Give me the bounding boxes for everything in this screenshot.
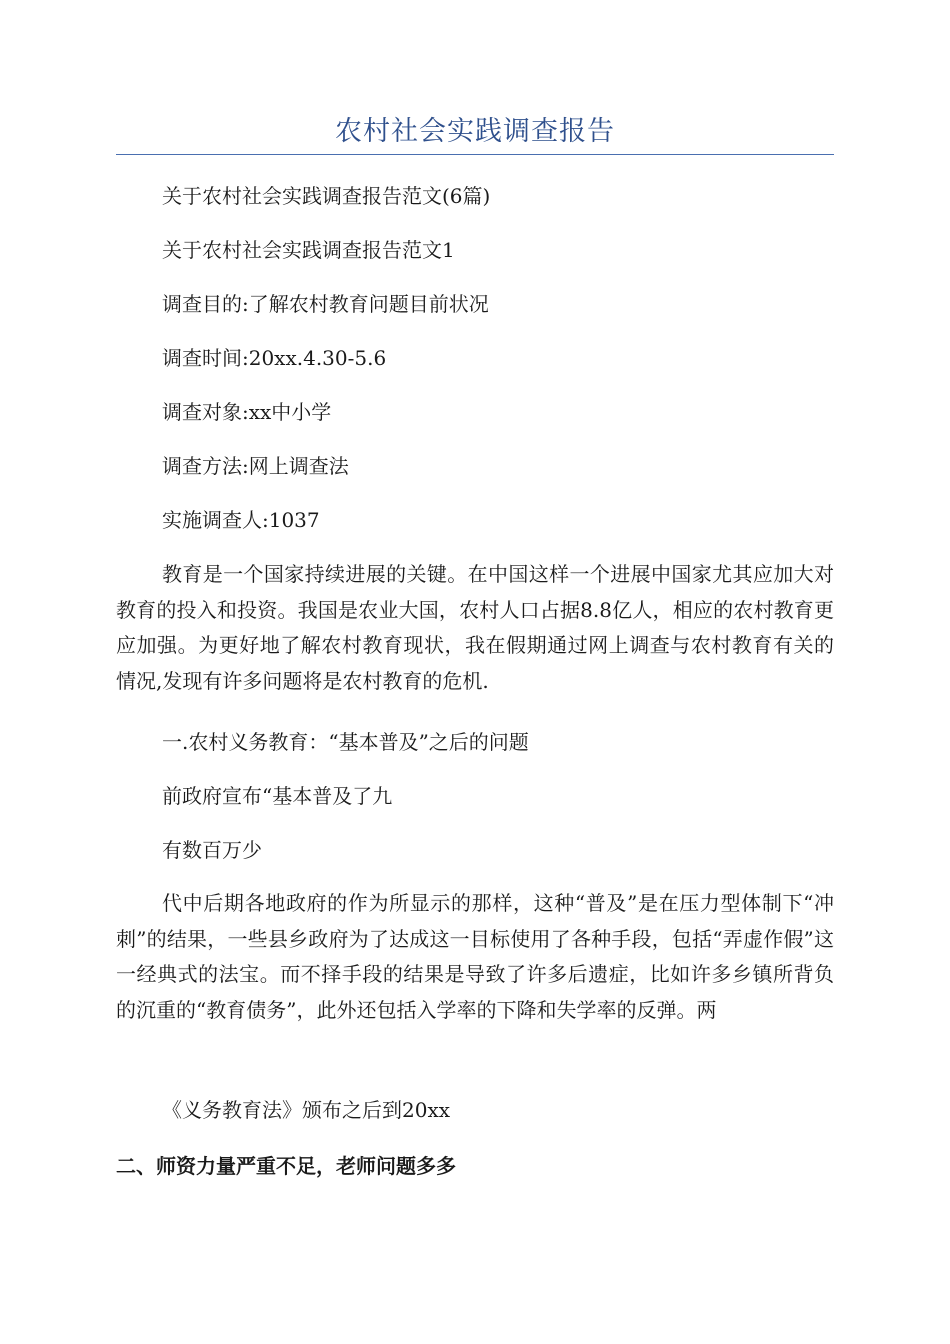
text-fragment-1: 前政府宣布“基本普及了九	[162, 784, 393, 808]
title-underline	[116, 154, 834, 155]
paragraph-body: 代中后期各地政府的作为所显示的那样，这种“普及”是在压力型体制下“冲刺”的结果，一些县乡政府为了达成这一目标使用了各种手段，包括“弄虚作假”这一经典式的法宝。而不择手段的结果是导致了许多后遗症，比如许多乡镇所背负的沉重的“教育债务”，此外还包括入学率的下降和失学率的反弹。两	[116, 891, 834, 1022]
section-heading-2: 二、师资力量严重不足，老师问题多多	[116, 1154, 456, 1178]
survey-time: 调查时间:20xx.4.30-5.6	[162, 346, 387, 370]
paragraph-intro: 教育是一个国家持续进展的关键。在中国这样一个进展中国家尤其应加大对教育的投入和投资。我国是农业大国，农村人口占据8.8亿人，相应的农村教育更应加强。为更好地了解农村教育现状，我在假期通过网上调查与农村教育有关的情况,发现有许多问题将是农村教育的危机.	[116, 562, 834, 693]
survey-purpose: 调查目的:了解农村教育问题目前状况	[162, 292, 489, 316]
survey-target: 调查对象:xx中小学	[162, 400, 332, 424]
document-title: 农村社会实践调查报告	[335, 116, 615, 147]
survey-method: 调查方法:网上调查法	[162, 454, 349, 478]
survey-person: 实施调查人:1037	[162, 508, 320, 532]
section-title-line: 关于农村社会实践调查报告范文1	[162, 238, 455, 262]
section-heading-1: 一.农村义务教育：“基本普及”之后的问题	[162, 730, 529, 754]
subtitle-line: 关于农村社会实践调查报告范文(6篇)	[162, 184, 491, 208]
text-fragment-3: 《义务教育法》颁布之后到20xx	[162, 1098, 451, 1122]
text-fragment-2: 有数百万少	[162, 838, 262, 862]
